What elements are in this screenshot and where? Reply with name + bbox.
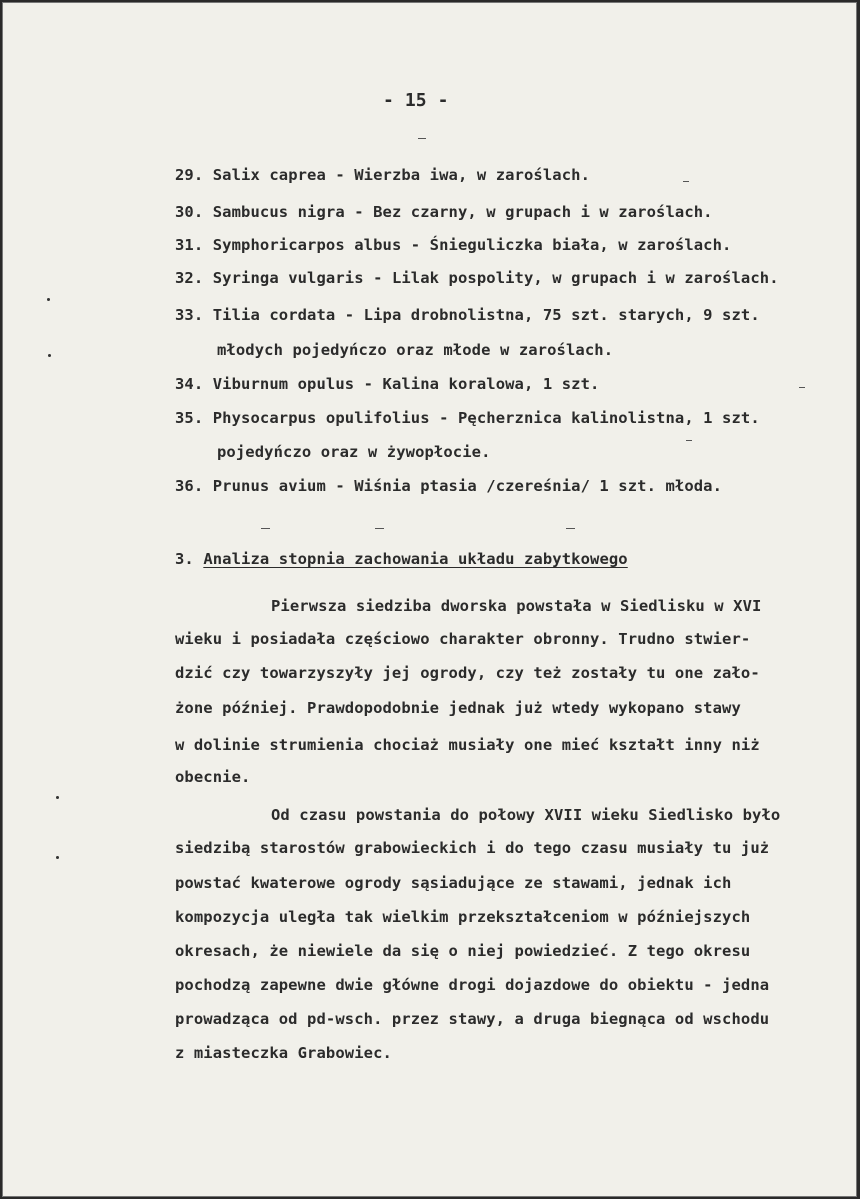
paragraph-line: kompozycja uległa tak wielkim przekształceniom w późniejszych [175, 908, 751, 926]
margin-mark [56, 856, 59, 859]
separator-dash [375, 528, 384, 529]
section-heading [175, 550, 628, 568]
list-item-number: 35. [175, 409, 204, 427]
list-item-text: Salix caprea - Wierzba iwa, w zaroślach. [212, 166, 591, 184]
list-item-number: 32. [175, 269, 204, 287]
list-item [175, 306, 760, 324]
list-item-continuation: pojedyńczo oraz w żywopłocie. [217, 443, 491, 461]
paragraph-line: obecnie. [175, 768, 251, 786]
list-item [175, 375, 599, 393]
paragraph-line: okresach, że niewiele da się o niej powiedzieć. Z tego okresu [175, 942, 751, 960]
list-item-continuation: młodych pojedyńczo oraz młode w zaroślach. [217, 341, 614, 359]
list-item-number: 34. [175, 375, 204, 393]
stray-mark [799, 387, 805, 388]
separator-dash [261, 528, 270, 529]
paragraph-line: Pierwsza siedziba dworska powstała w Siedlisku w XVI [271, 597, 762, 615]
paragraph-line: powstać kwaterowe ogrody sąsiadujące ze stawami, jednak ich [175, 874, 732, 892]
paragraph-line: pochodzą zapewne dwie główne drogi dojazdowe do obiektu - jedna [175, 976, 770, 994]
list-item-text: Viburnum opulus - Kalina koralowa, 1 szt. [212, 375, 600, 393]
margin-mark [48, 354, 51, 357]
list-item-text: Syringa vulgaris - Lilak pospolity, w grupach i w zaroślach. [212, 269, 779, 287]
list-item-text: Sambucus nigra - Bez czarny, w grupach i w zaroślach. [212, 203, 713, 221]
separator-dash [566, 528, 575, 529]
list-item-number: 33. [175, 306, 204, 324]
section-number: 3. [175, 550, 194, 568]
list-item [175, 269, 779, 287]
list-item-text: Prunus avium - Wiśnia ptasia /czereśnia/ 1 szt. młoda. [212, 477, 723, 495]
paragraph-line: prowadząca od pd-wsch. przez stawy, a druga biegnąca od wschodu [175, 1010, 770, 1028]
section-title: Analiza stopnia zachowania układu zabytkowego [203, 550, 628, 568]
stray-mark [686, 440, 692, 441]
list-item-number: 30. [175, 203, 204, 221]
paragraph-line: Od czasu powstania do połowy XVII wieku Siedlisko było [271, 806, 781, 824]
paragraph-line: żone później. Prawdopodobnie jednak już wtedy wykopano stawy [175, 699, 741, 717]
paragraph-line: wieku i posiadała częściowo charakter obronny. Trudno stwier- [175, 630, 751, 648]
list-item-text: Symphoricarpos albus - Śnieguliczka biała, w zaroślach. [212, 236, 732, 254]
paragraph-line: w dolinie strumienia chociaż musiały one mieć kształt inny niż [175, 736, 760, 754]
list-item-number: 36. [175, 477, 204, 495]
list-item [175, 203, 713, 221]
page-number-mark [418, 138, 426, 139]
list-item-text: Physocarpus opulifolius - Pęcherznica kalinolistna, 1 szt. [212, 409, 760, 427]
list-item [175, 477, 722, 495]
paragraph-line: siedzibą starostów grabowieckich i do tego czasu musiały tu już [175, 839, 770, 857]
page-number: - 15 - [383, 90, 449, 111]
margin-mark [56, 796, 59, 799]
margin-mark [47, 298, 50, 301]
list-item [175, 166, 590, 184]
list-item-number: 31. [175, 236, 204, 254]
paragraph-line: z miasteczka Grabowiec. [175, 1044, 392, 1062]
paragraph-line: dzić czy towarzyszyły jej ogrody, czy też zostały tu one zało- [175, 664, 760, 682]
stray-mark [683, 181, 689, 182]
document-page [2, 2, 857, 1197]
list-item [175, 236, 731, 254]
list-item-number: 29. [175, 166, 204, 184]
list-item-text: Tilia cordata - Lipa drobnolistna, 75 szt. starych, 9 szt. [212, 306, 760, 324]
list-item [175, 409, 760, 427]
